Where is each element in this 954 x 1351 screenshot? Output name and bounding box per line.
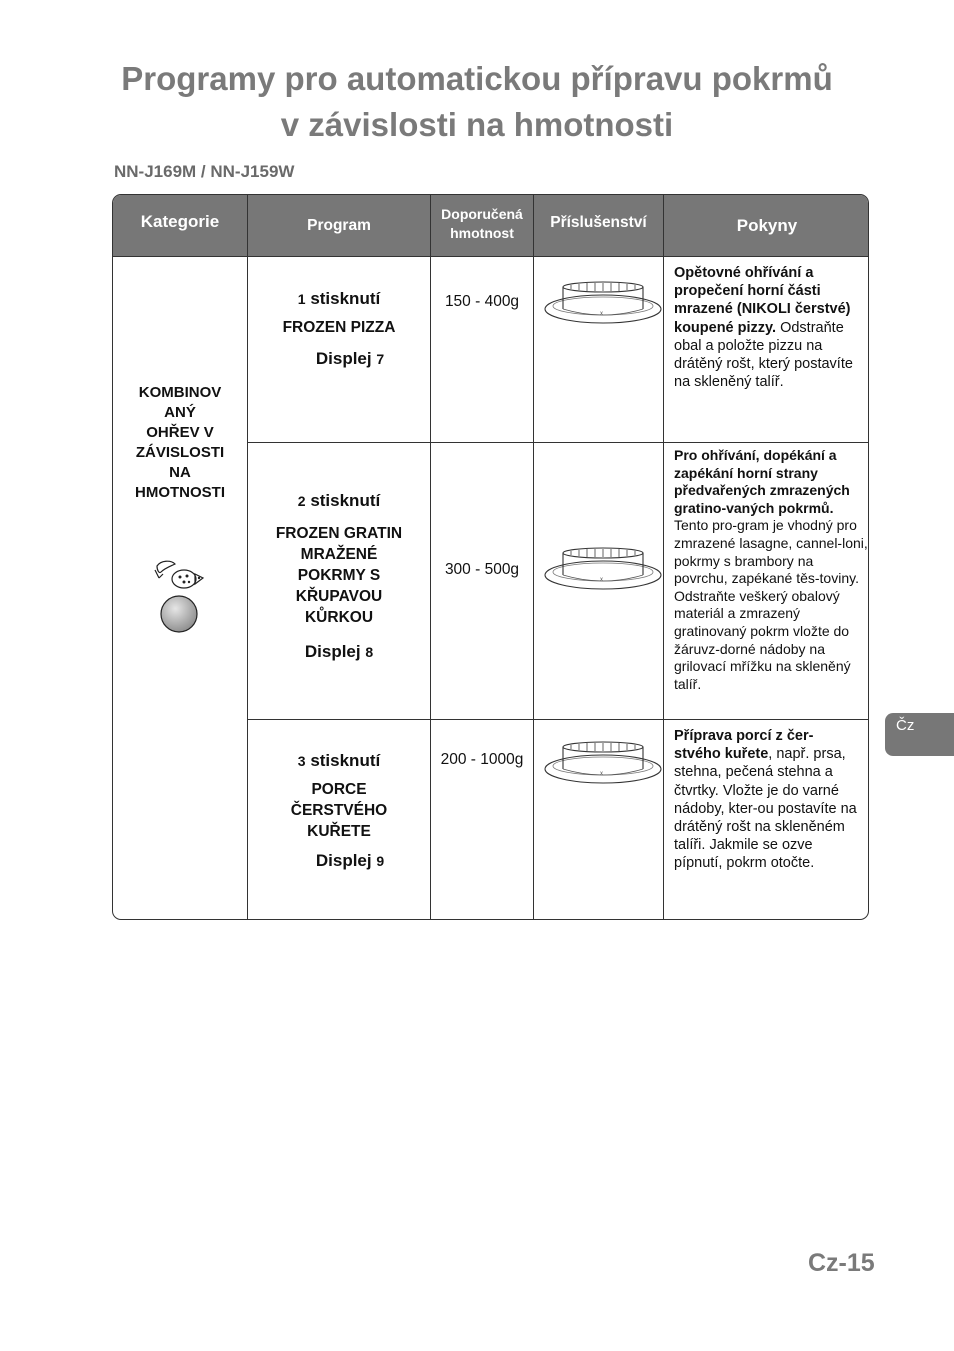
page-title [60,56,894,148]
instruction-body: , např. prsa, stehna, pečená stehna a čtvrtky. Vložte je do varné nádoby, kter-ou postavíte na drátěný rošt na skleněném talíři. Jakmile se ozve pípnutí, pokrm otočte. [674,746,857,872]
program-name-line: MRAŽENÉ [300,546,378,563]
page-number: Cz-15 [808,1249,875,1277]
svg-text:x: x [600,771,603,777]
program-name-line: KŮRKOU [304,609,374,626]
instruction-bold: Příprava porcí z čer-stvého kuřete [674,728,814,763]
program-name [248,523,430,628]
wire-rack-on-glass-tray-icon [541,739,665,787]
header-weight-line2: hmotnost [450,225,514,241]
header-accessories: Příslušenství [550,213,647,231]
column-divider [533,195,534,920]
header-category: Kategorie [140,211,220,231]
program-name-line: KUŘETE [307,823,371,840]
category-line: HMOTNOSTI [135,484,225,501]
svg-text:x: x [600,577,603,583]
weight-range: 150 - 400g [444,293,520,310]
instruction-bold: Pro ohřívání, dopékání a zapékání horní strany předvařených zmrazených gratino-vaných pokrmů. [674,447,850,516]
display-number: Displej 7 [315,349,385,368]
header-instructions: Pokyny [736,215,798,235]
wire-rack-on-glass-tray-icon [541,279,665,327]
instruction-text [674,264,860,391]
category-line: ANÝ [164,404,196,421]
category-cell [113,383,247,503]
program-cell [248,491,430,662]
program-cell [248,289,430,369]
model-number: NN-J169M / NN-J159W [114,162,295,181]
program-name-line: FROZEN GRATIN [275,525,403,542]
row-divider [247,719,869,720]
program-cell [248,751,430,871]
program-name-line: PORCE [311,781,367,798]
header-divider [113,256,869,257]
grill-combination-icon [151,558,209,594]
header-program: Program [307,216,371,234]
category-line: OHŘEV V [146,424,214,441]
category-line: KOMBINOV [138,384,222,401]
weight-range: 300 - 500g [444,561,520,578]
program-name [248,779,430,842]
row-divider [247,442,869,443]
press-count: 1 stisknutí [297,289,381,308]
page-title-line1: Programy pro automatickou přípravu pokrmů [121,60,833,97]
instruction-text [674,727,860,873]
program-name-line: KŘUPAVOU [295,588,383,605]
table-header [113,195,869,256]
instruction-body: Tento pro-gram je vhodný pro zmrazené lasagne, cannel-loni, pokrmy s brambory na povrchu, zapékané těs-toviny. Odstraňte veškerý obalový materiál a zmrazený gratinovaný pokrm vložte do žáruvz-dorné nádoby na grilovací mřížku na skleněný talíř. [674,517,868,692]
instruction-bold: Opětovné ohřívání a propečení horní části mrazené (NIKOLI čerstvé) koupené pizzy. [674,265,851,336]
svg-text:x: x [600,311,603,317]
header-weight [431,195,533,256]
page-title-line2: v závislosti na hmotnosti [280,106,674,143]
press-count: 2 stisknutí [297,491,381,510]
start-dial-icon [159,594,201,636]
weight-range: 200 - 1000g [440,751,524,768]
program-name-line: ČERSTVÉHO [290,802,388,819]
instruction-body: Odstraňte obal a položte pizzu na drátěný rošt, který postavíte na skleněný talíř. [674,319,853,391]
language-tab: Čz [885,713,954,756]
program-name: FROZEN PIZZA [282,319,396,336]
instruction-text [674,447,869,693]
category-line: NA [169,464,191,481]
display-number: Displej 8 [304,642,374,661]
category-line: ZÁVISLOSTI [135,444,225,461]
program-name-line: POKRMY S [297,567,381,584]
press-count: 3 stisknutí [297,751,381,770]
header-weight-line1: Doporučená [441,206,523,222]
display-number: Displej 9 [315,851,385,870]
wire-rack-on-glass-tray-icon [541,545,665,593]
program-table [112,194,869,920]
